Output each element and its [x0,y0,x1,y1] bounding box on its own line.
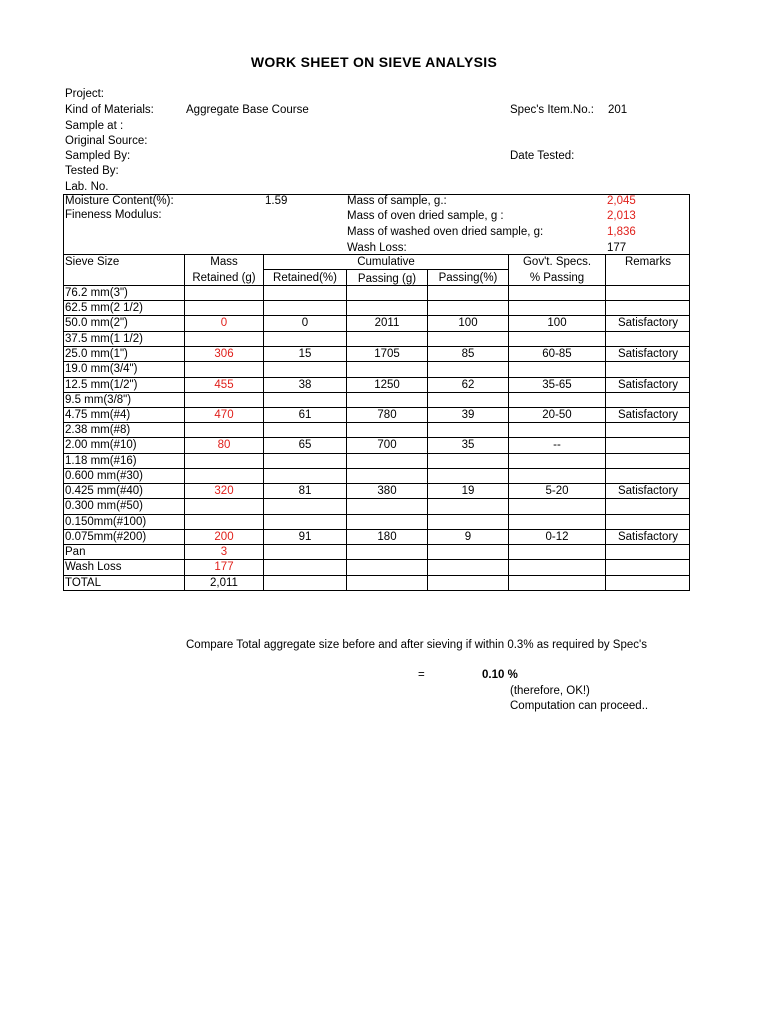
cell-sieve-size: 62.5 mm(2 1/2) [65,302,143,314]
equals-sign: = [418,669,425,681]
header-govt-specs: Gov't. Specs. [522,256,592,268]
cell-passing-pct: 62 [461,379,475,391]
cell-remarks: Satisfactory [617,348,679,360]
cell-sieve-size: 25.0 mm(1") [65,348,128,360]
kind-value: Aggregate Base Course [186,104,309,116]
sample-at-label: Sample at : [65,120,124,132]
mass-washed-value: 1,836 [607,226,636,238]
moisture-value: 1.59 [265,195,288,207]
cell-sieve-size: 0.425 mm(#40) [65,485,143,497]
page-title: WORK SHEET ON SIEVE ANALYSIS [250,54,498,70]
cell-passing-pct: 19 [461,485,475,497]
mass-oven-label: Mass of oven dried sample, g : [347,210,504,222]
project-label: Project: [65,88,104,100]
cell-retained-pct: 61 [298,409,312,421]
cell-retained-pct: 81 [298,485,312,497]
cell-passing-g: 780 [377,409,397,421]
cell-sieve-size: 19.0 mm(3/4") [65,363,138,375]
cell-sieve-size: 0.600 mm(#30) [65,470,143,482]
cell-sieve-size: 2.38 mm(#8) [65,424,131,436]
tested-by-label: Tested By: [65,165,119,177]
cell-retained-pct: 91 [298,531,312,543]
moisture-label: Moisture Content(%): [65,195,174,207]
cell-passing-g: 1250 [374,379,400,391]
spec-item-label: Spec's Item.No.: [510,104,595,116]
wash-loss-value: 177 [607,242,627,254]
header-passing-pct: Passing(%) [438,272,498,284]
header-retained-pct: Retained(%) [273,272,337,284]
cell-passing-g: 700 [377,439,397,451]
cell-passing-g: 2011 [374,317,400,329]
cell-mass-retained: 470 [214,409,234,421]
wash-loss-label: Wash Loss: [347,242,407,254]
original-source-label: Original Source: [65,135,148,147]
lab-no-label: Lab. No. [65,181,109,193]
cell-sieve-size: 2.00 mm(#10) [65,439,137,451]
header-mass: Mass [210,256,238,268]
cell-spec-passing: 60-85 [542,348,572,360]
mass-washed-label: Mass of washed oven dried sample, g: [347,226,544,238]
cell-mass-retained: 455 [214,379,234,391]
cell-passing-pct: 9 [464,531,472,543]
cell-mass-retained: 320 [214,485,234,497]
mass-sample-label: Mass of sample, g.: [347,195,447,207]
cell-remarks: Satisfactory [617,379,679,391]
cell-passing-g: 180 [377,531,397,543]
cell-passing-pct: 39 [461,409,475,421]
cell-passing-pct: 85 [461,348,475,360]
mass-sample-value: 2,045 [607,195,636,207]
cell-mass-retained: 3 [220,546,228,558]
cell-mass-retained: 177 [214,561,234,573]
cell-remarks: Satisfactory [617,485,679,497]
compare-text: Compare Total aggregate size before and after sieving if within 0.3% as required by Spec's [186,639,647,651]
header-cumulative: Cumulative [357,256,415,268]
cell-spec-passing: 100 [547,317,567,329]
cell-retained-pct: 15 [298,348,312,360]
therefore-text: (therefore, OK!) [510,685,590,697]
cell-retained-pct: 38 [298,379,312,391]
mass-oven-value: 2,013 [607,210,636,222]
cell-remarks: Satisfactory [617,531,679,543]
cell-spec-passing: 35-65 [542,379,572,391]
cell-remarks: Satisfactory [617,409,679,421]
cell-mass-retained: 0 [220,317,228,329]
kind-label: Kind of Materials: [65,104,154,116]
header-mass-retained: Retained (g) [192,272,256,284]
cell-passing-pct: 100 [458,317,478,329]
cell-sieve-size: 50.0 mm(2") [65,317,128,329]
cell-spec-passing: 20-50 [542,409,572,421]
cell-passing-pct: 35 [461,439,475,451]
result-value: 0.10 % [482,669,518,681]
cell-retained-pct: 0 [301,317,309,329]
cell-sieve-size: Wash Loss [65,561,122,573]
proceed-text: Computation can proceed.. [510,700,649,712]
cell-sieve-size: 9.5 mm(3/8") [65,394,132,406]
cell-remarks: Satisfactory [617,317,679,329]
cell-sieve-size: 0.300 mm(#50) [65,500,143,512]
cell-sieve-size: 1.18 mm(#16) [65,455,137,467]
cell-sieve-size: 76.2 mm(3") [65,287,128,299]
cell-spec-passing: 5-20 [545,485,569,497]
cell-retained-pct: 65 [298,439,312,451]
cell-sieve-size: 4.75 mm(#4) [65,409,131,421]
cell-mass-retained: 306 [214,348,234,360]
spec-item-value: 201 [608,104,628,116]
cell-sieve-size: TOTAL [65,577,101,589]
cell-passing-g: 1705 [374,348,400,360]
cell-spec-passing: -- [553,439,561,451]
cell-sieve-size: 37.5 mm(1 1/2) [65,333,143,345]
cell-mass-retained: 200 [214,531,234,543]
cell-sieve-size: Pan [65,546,86,558]
cell-mass-retained: 2,011 [210,577,238,589]
header-pct-passing: % Passing [529,272,585,284]
header-sieve-size: Sieve Size [65,256,120,268]
cell-spec-passing: 0-12 [545,531,569,543]
header-remarks: Remarks [624,256,671,268]
fineness-label: Fineness Modulus: [65,209,162,221]
date-tested-label: Date Tested: [510,150,575,162]
sampled-by-label: Sampled By: [65,150,131,162]
cell-sieve-size: 12.5 mm(1/2") [65,379,138,391]
cell-mass-retained: 80 [217,439,231,451]
cell-sieve-size: 0.150mm(#100) [65,516,147,528]
cell-passing-g: 380 [377,485,397,497]
header-passing-g: Passing (g) [357,273,417,285]
cell-sieve-size: 0.075mm(#200) [65,531,147,543]
